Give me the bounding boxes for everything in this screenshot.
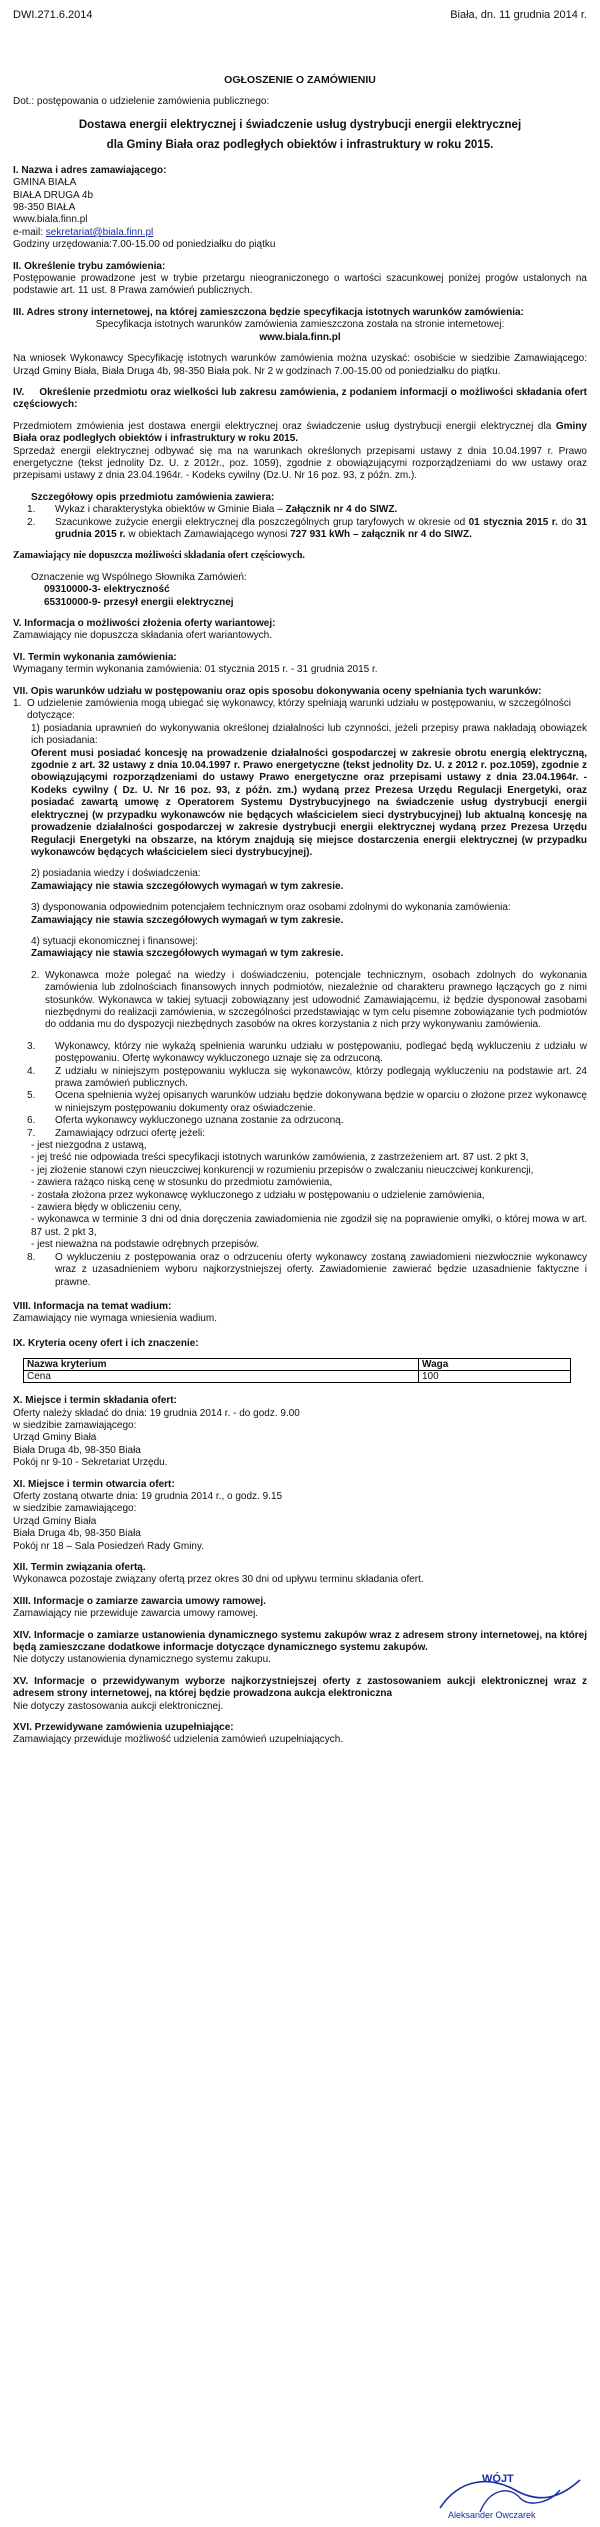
section-2-text: Postępowanie prowadzone jest w trybie przetargu nieograniczonego o wartości szacunkowej poniżej progów ustalonych na podstawie art. 11 ust. 8 Prawa zamówień publicznych.: [13, 273, 587, 297]
section-16-text: Zamawiający przewiduje możliwość udzielenia zamówień uzupełniających.: [13, 1734, 344, 1746]
item-number: 1.: [27, 504, 36, 516]
criterion-name: Cena: [24, 1371, 419, 1383]
rejection-reason: - jest niezgodna z ustawą,: [31, 1140, 147, 1152]
annex-reference: Załącznik nr 4 do SIWZ.: [285, 504, 398, 516]
email-line: [13, 227, 587, 239]
item-text: [55, 504, 587, 516]
criteria-table: [23, 1358, 571, 1383]
rejection-reason: - jej treść nie odpowiada treści specyfikacji istotnych warunków zamówienia, z zastrzeżeniem art. 87 ust. 2 pkt 3,: [31, 1152, 529, 1164]
signatory-name: Aleksander Owczarek: [448, 2510, 536, 2520]
item-number: 2.: [27, 516, 36, 528]
section-4-heading: [13, 387, 587, 412]
email-label: e-mail:: [13, 226, 46, 238]
condition-1-permits: [13, 723, 587, 961]
weight-column-header: Waga: [419, 1359, 571, 1371]
item-text: [55, 517, 587, 542]
section-14-heading: XIV. Informacje o zamiarze ustanowienia dynamicznego systemu zakupów wraz z adresem strony internetowej, na której będą zamieszczane dodatkowe informacje dotyczące dynamicznego systemu zakupów.: [13, 1629, 587, 1654]
item-number: 3.: [27, 1040, 36, 1052]
section-6-heading: VI. Termin wykonania zamówienia:: [13, 651, 177, 663]
condition-item-3: [13, 1041, 587, 1066]
document-title: OGŁOSZENIE O ZAMÓWIENIU: [224, 74, 376, 86]
section-5-heading: V. Informacja o możliwości złożenia oferty wariantowej:: [13, 618, 276, 629]
opening-place: Urząd Gminy Biała: [13, 1515, 97, 1527]
section-3-heading: III. Adres strony internetowej, na której zamieszczona będzie specyfikacja istotnych warunków zamówienia:: [13, 306, 524, 318]
opening-date: Oferty zostaną otwarte dnia: 19 grudnia 2014 r., o godz. 9.15: [13, 1490, 283, 1502]
section-9-heading: IX. Kryteria oceny ofert i ich znaczenie:: [13, 1337, 199, 1349]
spec-url: www.biala.finn.pl: [259, 331, 341, 343]
item-number: 4.: [27, 1065, 36, 1077]
section-3-request: Na wniosek Wykonawcy Specyfikację istotnych warunków zamówienia można uzyskać: osobiście w siedzibie Zamawiającego: Urząd Gminy Biała, Biała Druga 4b, 98-350 Biała pok. Nr 2 w godzinach 7.00-15.00 od poniedziałku do piątku.: [13, 353, 587, 377]
section-15-text: Nie dotyczy zastosowania aukcji elektronicznej.: [13, 1700, 224, 1712]
end-date: 31 grudnia 2015 r.: [55, 516, 588, 540]
subject-desc-bold: Gminy Biała oraz podległych obiektów i infrastruktury w roku 2015.: [13, 420, 587, 445]
item-number: 8.: [27, 1251, 36, 1263]
section-12-text: Wykonawca pozostaje związany ofertą przez okres 30 dni od upływu terminu składania ofert.: [13, 1574, 424, 1586]
detail-heading: Szczegółowy opis przedmiotu zamówienia zawiera:: [31, 491, 275, 503]
section-15-heading: XV. Informacje o przewidywanym wyborze najkorzystniejszej oferty z zastosowaniem aukcji elektronicznej wraz z adresem strony internetowej, na której będzie prowadzona aukcja elektroniczna: [13, 1675, 587, 1700]
opening-place-label: w siedzibie zamawiającego:: [13, 1503, 137, 1515]
item-text-part: w obiektach Zamawiającego wynosi: [125, 528, 291, 540]
opening-room: Pokój nr 18 – Sala Posiedzeń Rady Gminy.: [13, 1540, 205, 1552]
financial-text: 4) sytuacji ekonomicznej i finansowej:: [31, 935, 198, 947]
technical-requirement: Zamawiający nie stawia szczegółowych wymagań w tym zakresie.: [31, 914, 344, 926]
condition-item-8: [13, 1252, 587, 1289]
cpv-code-1: 09310000-3- elektryczność: [44, 584, 170, 596]
permits-text: 1) posiadania uprawnień do wykonywania określonej działalności lub czynności, jeżeli przepisy prawa nakładają obowiązek ich posiadania:: [31, 722, 587, 747]
item-number: 1.: [13, 698, 22, 710]
office-hours: Godziny urzędowania:7.00-15.00 od poniedziałku do piątku: [13, 239, 276, 251]
section-13-heading: XIII. Informacje o zamiarze zawarcia umowy ramowej.: [13, 1595, 266, 1607]
rejection-reason: - zawiera błędy w obliczeniu ceny,: [31, 1202, 182, 1214]
document-header: [13, 8, 587, 22]
experience-text: 2) posiadania wiedzy i doświadczenia:: [31, 868, 201, 880]
section-14-text: Nie dotyczy ustanowienia dynamicznego systemu zakupu.: [13, 1654, 271, 1666]
section-11-heading: XI. Miejsce i termin otwarcia ofert:: [13, 1478, 175, 1490]
item-text: Wykonawca może polegać na wiedzy i doświadczeniu, potencjale technicznym, osobach zdolnych do wykonania zamówienia lub zdolnościach finansowych innych podmiotów, niezależnie od charakteru prawnego łączących go z nimi stosunków. Wykonawca w takiej sytuacji zobowiązany jest udowodnić Zamawiającemu, iż będzie dysponował zasobami niezbędnymi do realizacji zamówienia, w szczególności przedstawiając w tym celu pisemne zobowiązanie tych podmiotów do oddania mu do dyspozycji niezbędnych zasobów na okres korzystania z nich przy wykonywaniu zamówienia.: [45, 969, 587, 1031]
subject-description: [13, 421, 587, 446]
criteria-column-header: Nazwa kryterium: [24, 1359, 419, 1371]
permits-requirement: Oferent musi posiadać koncesję na prowadzenie działalności gospodarczej w zakresie obrotu energią elektryczną, zgodnie z art. 32 ustawy z dnia 10.04.1997 r. Prawo energetyczne (tekst jednolity Dz. U. z 2012 r. poz.1059), zgodnie z obowiązującymi rozporządzeniami do ustawy Prawo energetyczne oraz przepisami ustawy z dnia 23.04.1964r. - Kodeks cywilny ( Dz. U. Nr 16 poz. 93, z późn. zm.) wydaną przez Prezesa Urzędu Regulacji Energetyki, oraz posiadać zawartą umowę z Operatorem Systemu Dystrybucyjnego na świadczenie usług dystrybucji energii elektrycznej (w przypadku wykonawców nie będących właścicielem sieci dystrybucyjnej) lub aktualną koncesję na prowadzenie działalności gospodarczej w zakresie dystrybucji energii elektrycznej wydaną przez Prezesa Urzędu Regulacji Energetyki na obszarze, na którym znajdują się miejsce dostarczenia energii elektrycznej (w przypadku wykonawców będących właścicielem sieci dystrybucyjnej).: [31, 747, 587, 858]
subject-desc-text: Przedmiotem zmówienia jest dostawa energii elektrycznej oraz świadczenie usług dystrybucji energii elektrycznej dla: [13, 420, 556, 432]
submission-address: Biała Druga 4b, 98-350 Biała: [13, 1444, 141, 1456]
rejection-reason: - zawiera rażąco niską cenę w stosunku do przedmiotu zamówienia,: [31, 1177, 333, 1189]
section-4-title: Określenie przedmiotu oraz wielkości lub zakresu zamówienia, z podaniem informacji o możliwości składania ofert częściowych:: [13, 386, 587, 411]
subject-line-2: dla Gminy Biała oraz podległych obiektów i infrastruktury w roku 2015.: [106, 138, 494, 151]
opening-address: Biała Druga 4b, 98-350 Biała: [13, 1528, 141, 1540]
criterion-weight: 100: [419, 1371, 571, 1383]
condition-item-4: [13, 1066, 587, 1091]
section-5-text: Zamawiający nie dopuszcza składania ofert wariantowych.: [13, 630, 273, 642]
address-line: GMINA BIAŁA: [13, 177, 77, 189]
website-text: www.biala.finn.pl: [13, 214, 88, 226]
item-text-part: Szacunkowe zużycie energii elektrycznej dla poszczególnych grup taryfowych w okresie od: [55, 516, 469, 528]
no-partial-offers: Zamawiający nie dopuszcza możliwości składania ofert częściowych.: [13, 550, 305, 562]
place-date: Biała, dn. 11 grudnia 2014 r.: [450, 9, 587, 21]
section-8-heading: VIII. Informacja na temat wadium:: [13, 1300, 172, 1312]
item-number: 6.: [27, 1115, 36, 1127]
signature-stamp: [420, 2468, 590, 2523]
rejection-reason: - jest nieważna na podstawie odrębnych przepisów.: [31, 1239, 259, 1251]
rejection-reason: - została złożona przez wykonawcę wykluczonego z udziału w postępowaniu o udzielenie zamówienia,: [31, 1189, 485, 1201]
condition-item-2: [13, 970, 587, 1032]
submission-deadline: Oferty należy składać do dnia: 19 grudnia 2014 r. - do godz. 9.00: [13, 1407, 300, 1419]
experience-requirement: Zamawiający nie stawia szczegółowych wymagań w tym zakresie.: [31, 880, 344, 892]
item-text-part: Wykaz i charakterystyka obiektów w Gminie Biała –: [55, 504, 286, 516]
condition-item-5: [13, 1090, 587, 1115]
item-text: Wykonawcy, którzy nie wykażą spełnienia warunku udziału w postępowaniu, podlegać będą wykluczeniu z udziału w postępowaniu. Ofertę wykonawcy wykluczonego uznaje się za odrzuconą.: [55, 1040, 587, 1065]
table-header-row: [24, 1359, 571, 1371]
technical-text: 3) dysponowania odpowiednim potencjałem technicznym oraz osobami zdolnymi do wykonania zamówienia:: [31, 902, 511, 914]
reference-number: DWI.271.6.2014: [13, 9, 93, 21]
condition-item-7: [13, 1128, 587, 1140]
section-12-heading: XII. Termin związania ofertą.: [13, 1562, 146, 1573]
section-8-text: Zamawiający nie wymaga wniesienia wadium.: [13, 1313, 217, 1325]
submission-room: Pokój nr 9-10 - Sekretariat Urzędu.: [13, 1457, 168, 1469]
section-2-heading: II. Określenie trybu zamówienia:: [13, 260, 166, 272]
cpv-code-2: 65310000-9- przesył energii elektrycznej: [44, 596, 234, 608]
address-line: BIAŁA DRUGA 4b: [13, 189, 94, 201]
cpv-label: Oznaczenie wg Wspólnego Słownika Zamówień:: [31, 571, 247, 583]
subject-line-1: Dostawa energii elektrycznej i świadczenie usług dystrybucji energii elektrycznej: [78, 118, 522, 131]
section-13-text: Zamawiający nie przewiduje zawarcia umowy ramowej.: [13, 1608, 259, 1620]
item-text: Ocena spełnienia wyżej opisanych warunków udziału będzie dokonywana będzie w oparciu o złożone przez wykonawcę w niniejszym postępowaniu dokumenty oraz oświadczenie.: [55, 1090, 587, 1114]
item-text-part: do: [557, 516, 576, 528]
submission-place-label: w siedzibie zamawiającego:: [13, 1419, 137, 1431]
condition-item-1: [13, 698, 587, 723]
item-number: 5.: [27, 1090, 36, 1102]
financial-requirement: Zamawiający nie stawia szczegółowych wymagań w tym zakresie.: [31, 948, 344, 960]
regarding-line: Dot.: postępowania o udzielenie zamówienia publicznego:: [13, 96, 270, 108]
submission-place: Urząd Gminy Biała: [13, 1432, 97, 1444]
item-text: O wykluczeniu z postępowania oraz o odrzuceniu oferty wykonawcy zostaną zawiadomieni niezwłocznie wykonawcy wraz z uzasadnieniem wyboru najkorzystniejszej oferty. Zawiadomienie zawierać będzie uzasadnienie faktyczne i prawne.: [55, 1251, 587, 1288]
section-1-heading: I. Nazwa i adres zamawiającego:: [13, 164, 167, 176]
item-number: 7.: [27, 1127, 36, 1139]
energy-estimate: 727 931 kWh – załącznik nr 4 do SIWZ.: [290, 528, 472, 540]
email-link[interactable]: sekretariat@biala.finn.pl: [45, 226, 154, 238]
section-6-text: Wymagany termin wykonania zamówienia: 01 stycznia 2015 r. - 31 grudnia 2015 r.: [13, 664, 378, 676]
detail-item-2: [13, 517, 587, 542]
signature-title: WÓJT: [482, 2473, 514, 2485]
table-row: [24, 1371, 571, 1383]
legal-basis: Sprzedaż energii elektrycznej odbywać się ma na warunkach określonych przepisami ustawy z dnia 10.04.1997 r. Prawo energetyczne (tekst jednolity Dz. U. z 2012r., poz. 1059), zgodnie z obowiązującymi rozporządzeniami do ww ustawy oraz przepisami ustawy z dnia 23.04.1964r. - Kodeks cywilny (Dz.U. Nr 16 poz. 93, z późn. zm.).: [13, 445, 587, 482]
rejection-reason: - wykonawca w terminie 3 dni od dnia doręczenia zawiadomienia nie zgodził się na poprawienie omyłki, o której mowa w art. 87 ust. 2 pkt 3,: [31, 1214, 587, 1238]
item-text: O udzielenie zamówienia mogą ubiegać się wykonawcy, którzy spełniają warunki udziału w postępowaniu, w szczególności dotyczące:: [27, 698, 571, 722]
item-text: Z udziału w niniejszym postępowaniu wyklucza się wykonawców, którzy podlegają wykluczeniu na podstawie art. 24 prawa zamówień publicznych.: [55, 1065, 587, 1089]
start-date: 01 stycznia 2015 r.: [468, 516, 558, 528]
detail-item-1: [13, 504, 587, 516]
rejection-reason: - jej złożenie stanowi czyn nieuczciwej konkurencji w rozumieniu przepisów o zwalczaniu nieuczciwej konkurencji,: [31, 1164, 534, 1176]
section-4-number: IV.: [13, 386, 25, 398]
item-text: Oferta wykonawcy wykluczonego uznana zostanie za odrzuconą.: [55, 1115, 344, 1127]
rejection-reasons: [13, 1140, 587, 1252]
condition-item-6: [13, 1115, 587, 1127]
section-3-text: Specyfikacja istotnych warunków zamówienia zamieszczona została na stronie internetowej:: [95, 319, 505, 331]
item-text: Zamawiający odrzuci ofertę jeżeli:: [55, 1127, 206, 1139]
address-line: 98-350 BIAŁA: [13, 202, 76, 214]
item-number: 2.: [31, 969, 40, 981]
section-16-heading: XVI. Przewidywane zamówienia uzupełniające:: [13, 1722, 234, 1734]
section-7-heading: VII. Opis warunków udziału w postępowaniu oraz opis sposobu dokonywania oceny spełniania tych warunków:: [13, 685, 542, 697]
section-10-heading: X. Miejsce i termin składania ofert:: [13, 1395, 177, 1407]
